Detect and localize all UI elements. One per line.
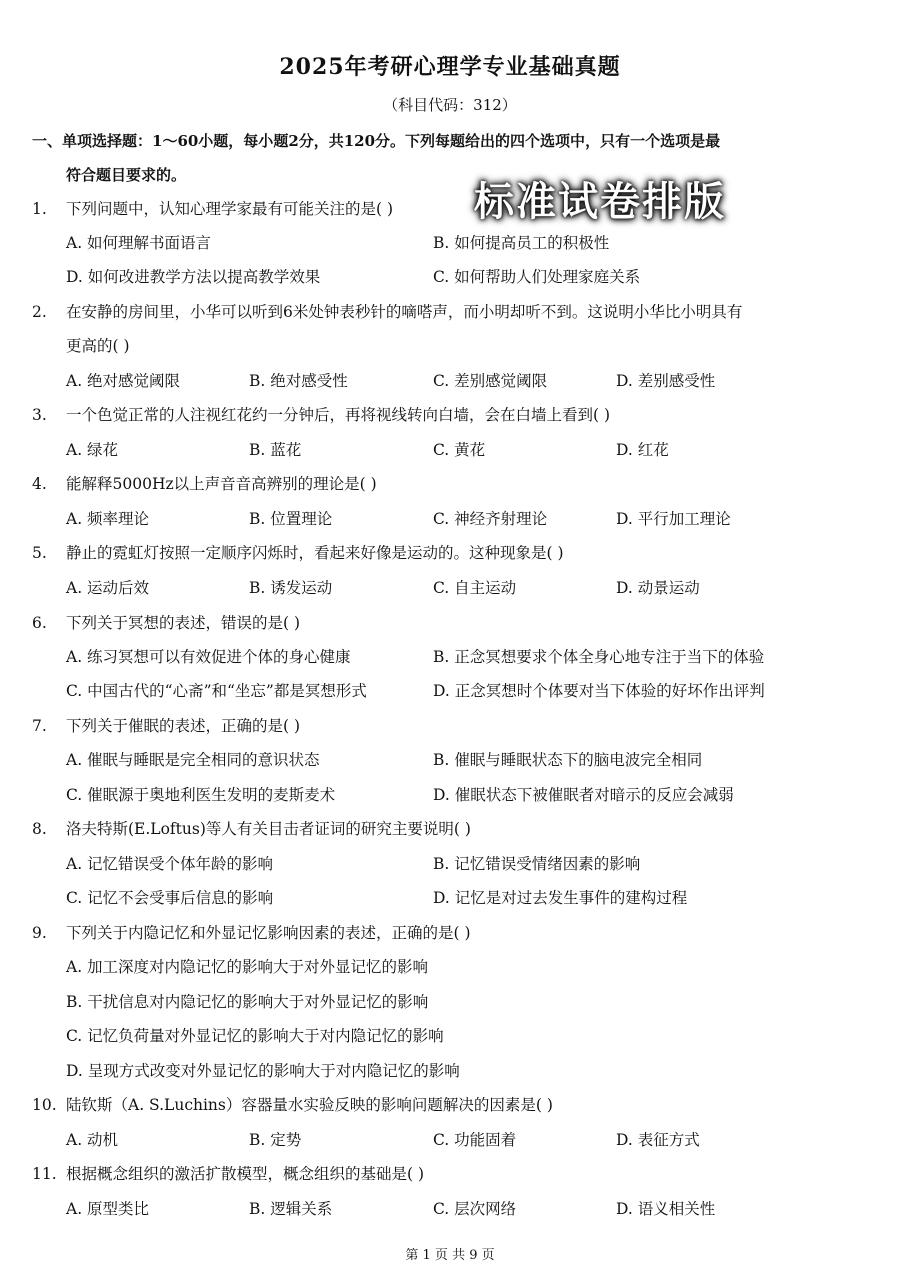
question-text: 下列关于内隐记忆和外显记忆影响因素的表述，正确的是( )	[66, 924, 471, 942]
page-footer: 第 1 页 共 9 页	[405, 1248, 495, 1263]
option: D. 红花	[616, 441, 669, 459]
option: D. 催眠状态下被催眠者对暗示的反应会减弱	[433, 786, 734, 804]
option: D. 记忆是对过去发生事件的建构过程	[433, 889, 688, 907]
option: A. 绝对感觉阈限	[66, 372, 181, 390]
question-text-continued: 更高的( )	[66, 337, 130, 355]
question-2	[32, 295, 892, 329]
option: C. 自主运动	[433, 579, 517, 597]
section-heading-line2: 符合题目要求的。	[66, 166, 187, 184]
subject-code: （科目代码：312）	[383, 96, 517, 114]
option: C. 神经齐射理论	[433, 510, 548, 528]
question-text: 下列关于催眠的表述，正确的是( )	[66, 717, 301, 735]
option: A. 催眠与睡眠是完全相同的意识状态	[66, 751, 320, 769]
option: D. 语义相关性	[616, 1200, 716, 1218]
option: B. 诱发运动	[249, 579, 333, 597]
question-number: 8.	[32, 820, 47, 838]
question-6	[32, 606, 892, 640]
question-10	[32, 1088, 892, 1122]
option: B. 催眠与睡眠状态下的脑电波完全相同	[433, 751, 703, 769]
question-9	[32, 916, 892, 950]
question-text: 洛夫特斯(E.Loftus)等人有关目击者证词的研究主要说明( )	[66, 820, 471, 838]
option: A. 如何理解书面语言	[66, 234, 212, 252]
option: A. 动机	[66, 1131, 119, 1149]
question-3	[32, 398, 892, 432]
question-number: 5.	[32, 544, 47, 562]
question-text: 在安静的房间里，小华可以听到6米处钟表秒针的嘀嗒声，而小明却听不到。这说明小华比小明具有	[66, 303, 743, 321]
question-5	[32, 536, 892, 570]
option: B. 正念冥想要求个体全身心地专注于当下的体验	[433, 648, 765, 666]
question-number: 10.	[32, 1096, 57, 1114]
option: C. 黄花	[433, 441, 486, 459]
option: D. 表征方式	[616, 1131, 700, 1149]
option: B. 定势	[249, 1131, 302, 1149]
option: A. 绿花	[66, 441, 119, 459]
question-text: 静止的霓虹灯按照一定顺序闪烁时，看起来好像是运动的。这种现象是( )	[66, 544, 564, 562]
question-number: 4.	[32, 475, 47, 493]
option: A. 运动后效	[66, 579, 150, 597]
option: B. 蓝花	[249, 441, 302, 459]
option: A. 原型类比	[66, 1200, 150, 1218]
question-number: 7.	[32, 717, 47, 735]
question-number: 1.	[32, 200, 47, 218]
option: C. 催眠源于奥地利医生发明的麦斯麦术	[66, 786, 336, 804]
question-text: 能解释5000Hz以上声音音高辨别的理论是( )	[66, 475, 377, 493]
option: B. 干扰信息对内隐记忆的影响大于对外显记忆的影响	[66, 993, 429, 1011]
option: A. 频率理论	[66, 510, 150, 528]
question-text: 下列问题中，认知心理学家最有可能关注的是( )	[66, 200, 394, 218]
option: A. 加工深度对内隐记忆的影响大于对外显记忆的影响	[66, 958, 429, 976]
option: D. 平行加工理论	[616, 510, 731, 528]
question-number: 3.	[32, 406, 47, 424]
option: A. 练习冥想可以有效促进个体的身心健康	[66, 648, 351, 666]
option: D. 正念冥想时个体要对当下体验的好坏作出评判	[433, 682, 765, 700]
option: C. 如何帮助人们处理家庭关系	[433, 268, 641, 286]
question-number: 9.	[32, 924, 47, 942]
option: D. 动景运动	[616, 579, 700, 597]
page-title: 2025年考研心理学专业基础真题	[279, 54, 621, 80]
section-heading-line1: 一、单项选择题：1～60小题，每小题2分，共120分。下列每题给出的四个选项中，只有一个选项是最	[32, 132, 721, 150]
option: B. 记忆错误受情绪因素的影响	[433, 855, 641, 873]
question-number: 2.	[32, 303, 47, 321]
option: D. 如何改进教学方法以提高教学效果	[66, 268, 321, 286]
option: C. 功能固着	[433, 1131, 517, 1149]
option: B. 位置理论	[249, 510, 333, 528]
option: C. 中国古代的“心斋”和“坐忘”都是冥想形式	[66, 682, 367, 700]
option: C. 层次网络	[433, 1200, 517, 1218]
question-11	[32, 1157, 892, 1191]
question-text: 根据概念组织的激活扩散模型，概念组织的基础是( )	[66, 1165, 425, 1183]
option: D. 差别感受性	[616, 372, 716, 390]
question-text: 下列关于冥想的表述，错误的是( )	[66, 614, 301, 632]
option: C. 记忆不会受事后信息的影响	[66, 889, 274, 907]
question-1	[32, 192, 892, 226]
option: C. 差别感觉阈限	[433, 372, 548, 390]
option: B. 逻辑关系	[249, 1200, 333, 1218]
option: B. 绝对感受性	[249, 372, 348, 390]
option: A. 记忆错误受个体年龄的影响	[66, 855, 274, 873]
option: B. 如何提高员工的积极性	[433, 234, 610, 252]
question-text: 一个色觉正常的人注视红花约一分钟后，再将视线转向白墙，会在白墙上看到( )	[66, 406, 611, 424]
question-4	[32, 467, 892, 501]
question-7	[32, 709, 892, 743]
question-text: 陆钦斯（A. S.Luchins）容器量水实验反映的影响问题解决的因素是( )	[66, 1096, 553, 1114]
option: D. 呈现方式改变对外显记忆的影响大于对内隐记忆的影响	[66, 1062, 460, 1080]
question-number: 6.	[32, 614, 47, 632]
question-8	[32, 812, 892, 846]
question-number: 11.	[32, 1165, 57, 1183]
watermark: 标准试卷排版	[474, 178, 726, 225]
option: C. 记忆负荷量对外显记忆的影响大于对内隐记忆的影响	[66, 1027, 444, 1045]
